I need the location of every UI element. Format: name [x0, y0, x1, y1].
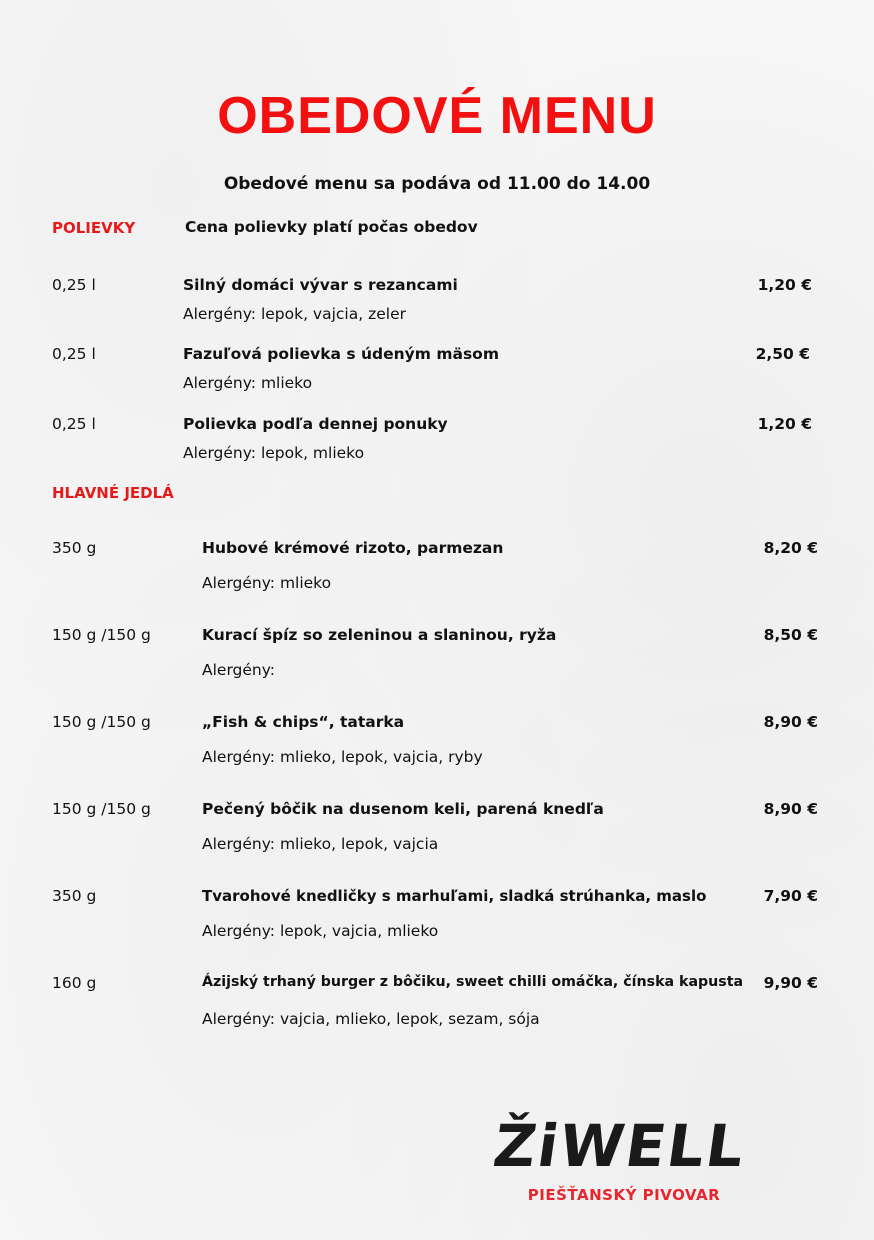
main-allergens: Alergény: mlieko	[202, 574, 332, 592]
serving-hours: Obedové menu sa podáva od 11.00 do 14.00	[223, 174, 651, 194]
ziwell-logo	[489, 1112, 751, 1212]
main-qty: 160 g	[52, 974, 97, 992]
main-allergens: Alergény: mlieko, lepok, vajcia, ryby	[202, 748, 483, 766]
main-price: 8,90 €	[763, 800, 818, 818]
soup-name: Silný domáci vývar s rezancami	[183, 276, 458, 294]
main-qty: 150 g /150 g	[52, 626, 151, 644]
logo-tagline: PIEŠŤANSKÝ PIVOVAR	[527, 1186, 721, 1204]
section-label-mains: HLAVNÉ JEDLÁ	[52, 484, 174, 502]
soup-price-note: Cena polievky platí počas obedov	[185, 218, 478, 236]
main-price: 8,50 €	[763, 626, 818, 644]
main-allergens: Alergény: mlieko, lepok, vajcia	[202, 835, 439, 853]
soup-price: 2,50 €	[755, 345, 810, 363]
main-allergens: Alergény:	[202, 661, 276, 679]
section-label-soups: POLIEVKY	[52, 219, 136, 237]
main-qty: 350 g	[52, 887, 97, 905]
main-qty: 350 g	[52, 539, 97, 557]
main-price: 9,90 €	[763, 974, 818, 992]
main-allergens: Alergény: vajcia, mlieko, lepok, sezam, sója	[202, 1010, 540, 1028]
page-title: OBEDOVÉ MENU	[217, 87, 657, 145]
soup-allergens: Alergény: lepok, vajcia, zeler	[183, 305, 406, 323]
main-price: 8,90 €	[763, 713, 818, 731]
main-qty: 150 g /150 g	[52, 713, 151, 731]
soup-qty: 0,25 l	[52, 345, 96, 363]
main-price: 7,90 €	[763, 887, 818, 905]
soup-allergens: Alergény: mlieko	[183, 374, 313, 392]
main-qty: 150 g /150 g	[52, 800, 151, 818]
main-name: „Fish & chips“, tatarka	[202, 713, 405, 731]
main-price: 8,20 €	[763, 539, 818, 557]
main-name: Kurací špíz so zeleninou a slaninou, ryža	[202, 626, 557, 644]
soup-price: 1,20 €	[757, 276, 812, 294]
soup-name: Fazuľová polievka s údeným mäsom	[183, 345, 499, 363]
main-name: Hubové krémové rizoto, parmezan	[202, 539, 504, 557]
main-name: Pečený bôčik na dusenom keli, parená knedľa	[202, 800, 604, 818]
soup-qty: 0,25 l	[52, 415, 96, 433]
main-name: Ázijský trhaný burger z bôčiku, sweet chilli omáčka, čínska kapusta	[202, 974, 744, 990]
main-allergens: Alergény: lepok, vajcia, mlieko	[202, 922, 439, 940]
soup-qty: 0,25 l	[52, 276, 96, 294]
main-name: Tvarohové knedličky s marhuľami, sladká strúhanka, maslo	[202, 887, 707, 905]
soup-name: Polievka podľa dennej ponuky	[183, 415, 448, 433]
logo-wordmark: ŽiWELL	[489, 1112, 751, 1180]
soup-price: 1,20 €	[757, 415, 812, 433]
soup-allergens: Alergény: lepok, mlieko	[183, 444, 365, 462]
